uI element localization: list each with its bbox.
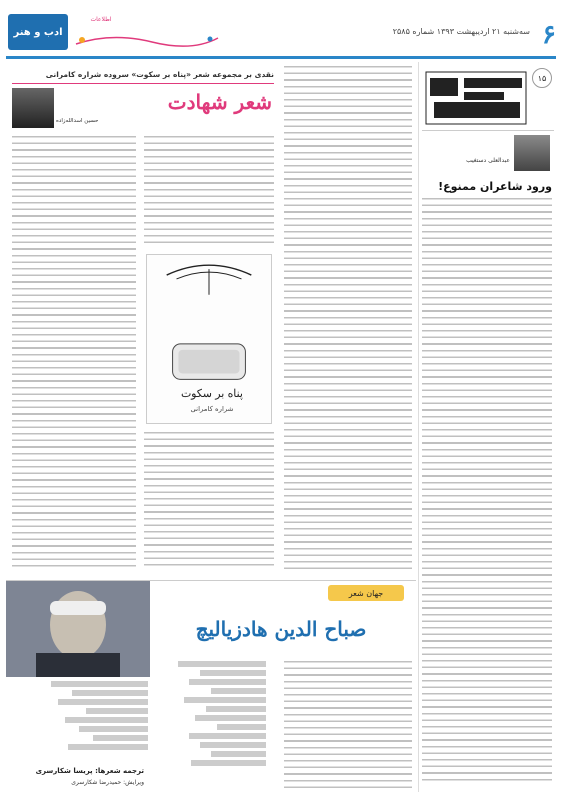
- author-name: عبدالعلی دستغیب: [466, 157, 510, 164]
- author-box: [422, 130, 554, 174]
- article-kicker: نقدی بر مجموعه شعر «پناه بر سکوت» سروده شراره کامرانی: [12, 70, 274, 84]
- column-badge: ۱۵: [532, 68, 552, 88]
- header-rule: [6, 56, 556, 59]
- article-body-text: [12, 136, 136, 570]
- book-author: شراره کامرانی: [190, 404, 234, 413]
- author-photo: [514, 135, 550, 171]
- column-title: ورود شاعران ممنوع!: [438, 180, 552, 193]
- page-number: ۶: [542, 20, 556, 50]
- article-title: شعر شهادت: [167, 90, 272, 114]
- section-badge-text: جهان شعر: [348, 589, 384, 598]
- middle-column: [284, 62, 412, 578]
- section-body-text: [284, 661, 412, 791]
- poet-photo: [6, 581, 150, 677]
- book-cover: [146, 254, 272, 424]
- issue-info: سه‌شنبه ۲۱ اردیبهشت ۱۳۹۳ شماره ۲۵۸۵: [392, 27, 530, 36]
- editor-credit: ویرایش: حمیدرضا شکارسری: [71, 779, 144, 786]
- column-body-text: [422, 198, 552, 784]
- brand-logo: ادب و هنر: [8, 14, 68, 50]
- article-intro-text: [144, 136, 274, 248]
- bottom-section: [6, 580, 416, 794]
- book-title: پناه بر سکوت: [181, 387, 243, 401]
- section-title: صباح الدین هادزیالیچ: [195, 617, 367, 641]
- article-author-photo: [12, 88, 54, 128]
- article-body-text-2: [144, 432, 274, 570]
- middle-body-text: [284, 66, 412, 571]
- brand-sub: اطلاعات: [90, 16, 112, 23]
- left-article: [8, 62, 278, 578]
- right-column: [418, 62, 556, 792]
- translator-credit: ترجمه شعرها: پریسا شکارسری: [35, 767, 144, 775]
- column-logo: [424, 70, 528, 126]
- section-badge: [328, 585, 404, 601]
- poem-block-middle: [156, 661, 266, 791]
- slogan-graphic: [72, 30, 222, 50]
- article-author-name: حسین اسدالله‌زاده: [56, 118, 99, 124]
